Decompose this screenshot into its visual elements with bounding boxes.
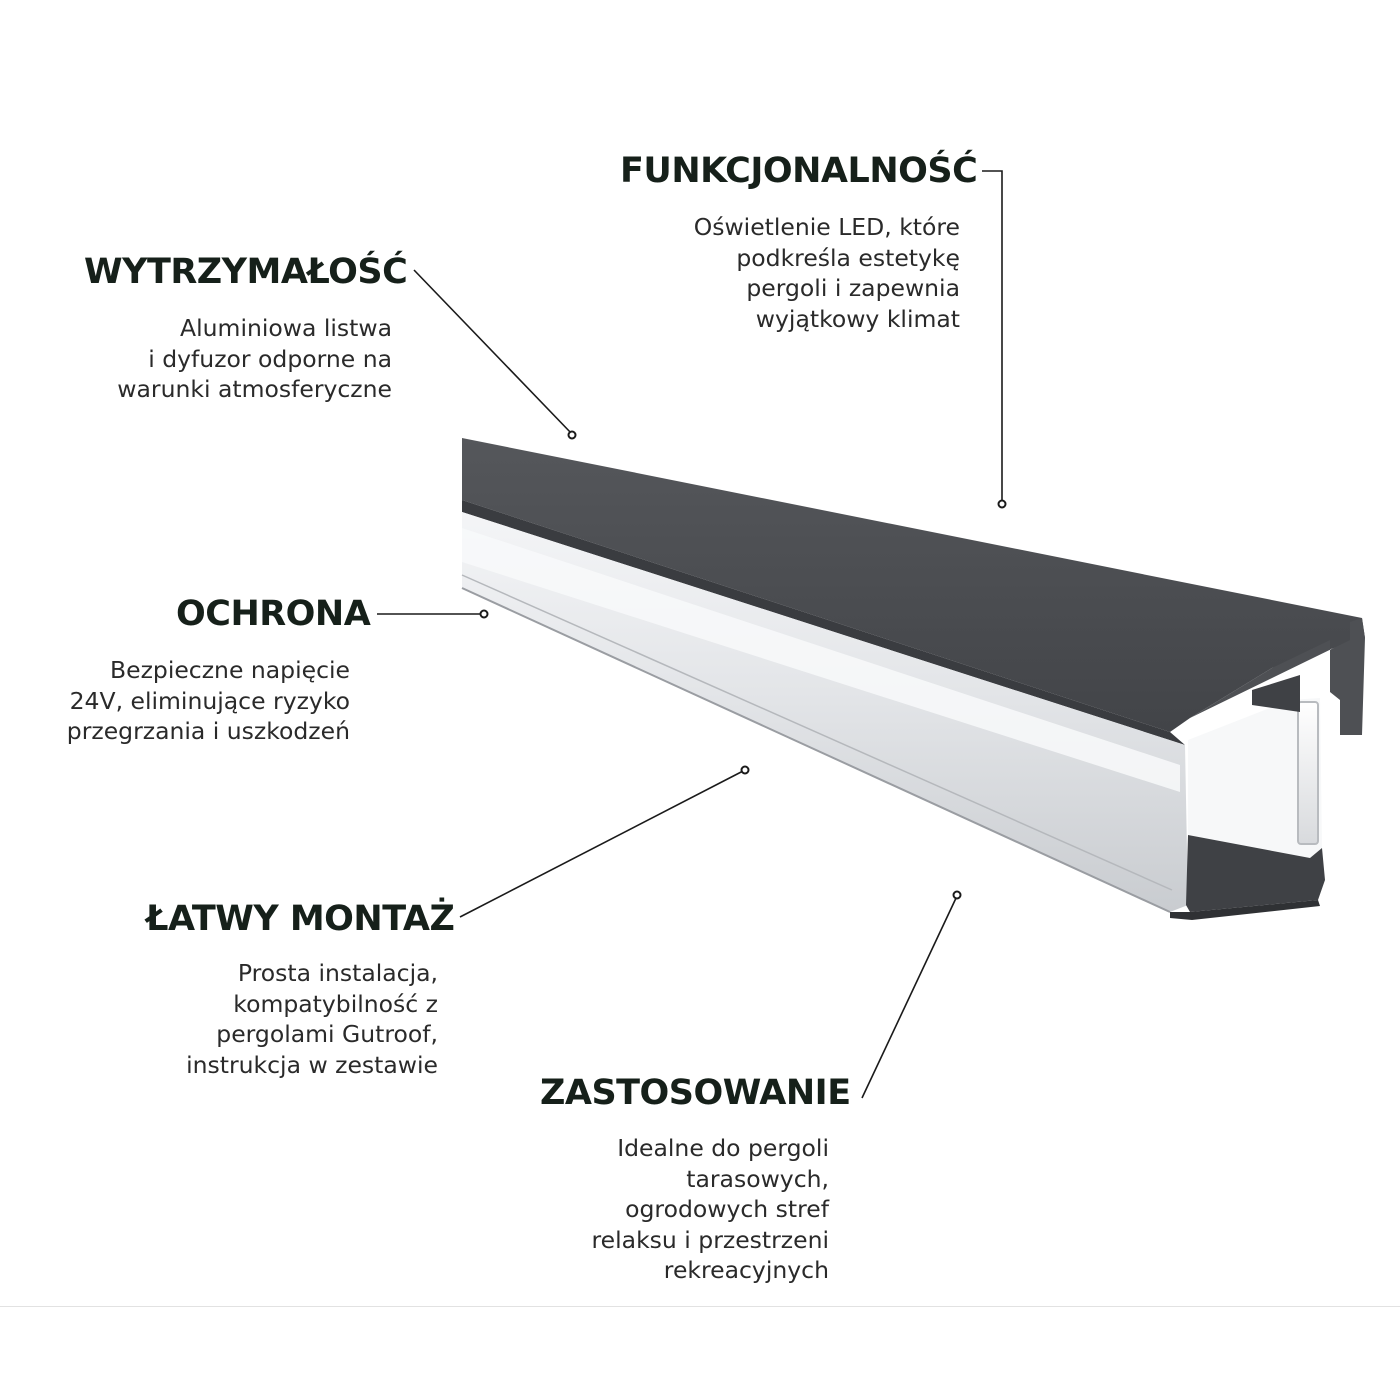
leader-latwy-montaz [460,770,745,917]
desc-line: kompatybilność z [233,989,438,1018]
desc-line: przegrzania i uszkodzeń [66,717,350,745]
desc-line: 24V, eliminujące ryzyko [69,686,350,715]
dot-funkcjonalnosc [999,501,1006,508]
heading-zastosowanie: ZASTOSOWANIE [540,1073,851,1113]
heading-latwy-montaz: ŁATWY MONTAŻ [146,899,455,939]
leader-zastosowanie [862,896,957,1098]
desc-line: relaksu i przestrzeni [591,1225,829,1254]
desc-line: Oświetlenie LED, które [693,213,960,241]
desc-line: rekreacyjnych [663,1256,829,1284]
desc-line: wyjątkowy klimat [755,304,960,333]
desc-funkcjonalnosc [694,212,960,334]
desc-line: ogrodowych stref [625,1195,829,1223]
dot-latwy-montaz [742,767,749,774]
desc-wytrzymalosc [117,313,392,405]
desc-line: Prosta instalacja, [237,959,438,987]
dot-ochrona [481,611,488,618]
dot-zastosowanie [954,892,961,899]
desc-line: Aluminiowa listwa [180,314,392,342]
desc-zastosowanie [592,1133,829,1286]
leader-wytrzymalosc [414,270,572,434]
desc-line: tarasowych, [686,1164,829,1193]
leader-funkcjonalnosc [982,171,1002,503]
desc-line: pergoli i zapewnia [746,274,960,302]
heading-funkcjonalnosc: FUNKCJONALNOŚĆ [620,151,978,191]
led-strip [1298,702,1318,844]
desc-line: instrukcja w zestawie [186,1050,438,1079]
desc-line: Idealne do pergoli [617,1134,829,1162]
desc-line: Bezpieczne napięcie [109,656,350,684]
desc-latwy-montaz [186,958,438,1080]
heading-ochrona: OCHRONA [176,594,371,634]
desc-line: podkreśla estetykę [736,243,960,272]
desc-line: i dyfuzor odporne na [148,344,392,373]
divider [0,1306,1400,1307]
desc-line: warunki atmosferyczne [117,375,392,403]
dot-wytrzymalosc [569,432,576,439]
heading-wytrzymalosc: WYTRZYMAŁOŚĆ [84,252,408,292]
desc-ochrona [67,655,350,747]
desc-line: pergolami Gutroof, [216,1020,438,1048]
